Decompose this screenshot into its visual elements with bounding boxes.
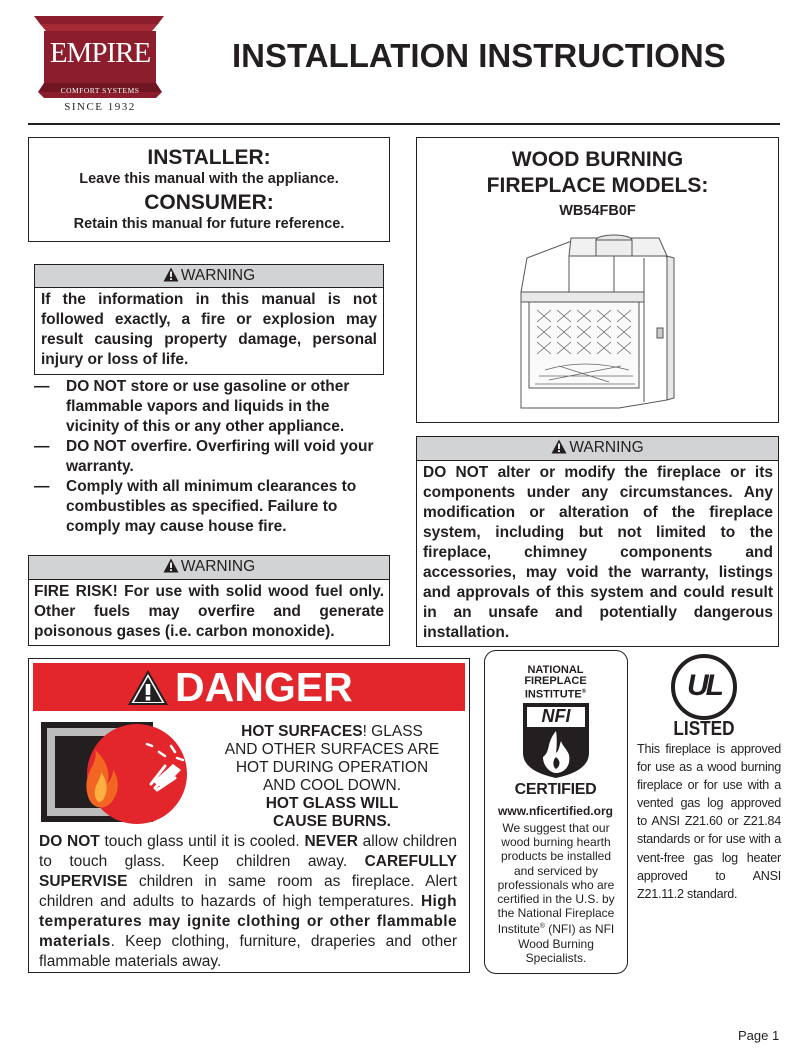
warning-box-1 (34, 287, 384, 375)
installer-consumer-box (28, 137, 390, 242)
danger-triangle-icon (127, 669, 169, 706)
nfi-badge-text: NFI (541, 706, 571, 726)
warning-text-3: DO NOT alter or modify the fireplace or its components under any circumstances. Any modification or alteration of the fireplace system, including but not limited to the fireplace, chimney components and accessories, may void the warranty, listings and approvals of this system and could result in an unsafe and potentially dangerous installation. (423, 464, 773, 641)
fireplace-illustration (509, 230, 689, 412)
warning-header-3 (417, 437, 778, 461)
nfi-certified: CERTIFIED (514, 781, 597, 798)
page-number: Page 1 (738, 1028, 780, 1043)
warning-box-2 (28, 555, 390, 646)
empire-logo (30, 14, 168, 114)
danger-box (28, 658, 470, 973)
consumer-heading: CONSUMER: (144, 191, 274, 214)
list-item: — Comply with all minimum clearances to combustibles as specified. Failure to comply may cause house fire. (34, 478, 357, 535)
warning-list (34, 377, 376, 537)
hot-surface-icon (41, 722, 191, 827)
ul-mark: UL (687, 669, 721, 702)
warning-label-3: WARNING (569, 439, 644, 456)
models-box (416, 137, 779, 423)
danger-body-text: DO NOT touch glass until it is cooled. NEVER allow children to touch glass. Keep children away. CAREFULLY SUPERVISE children in same room as fireplace. Alert children and adults to hazards of high temperatures. High temperatures may ignite clothing or other flammable materials. Keep clothing, furniture, draperies and other flammable materials away. (39, 833, 458, 970)
nfi-box (484, 650, 628, 974)
warning-text-1: If the information in this manual is not followed exactly, a fire or explosion may result causing property damage, personal injury or loss of life. (41, 291, 377, 368)
models-title-1: WOOD BURNING (511, 148, 684, 171)
logo-brand: EMPIRE (49, 37, 151, 69)
warning-header-2 (29, 556, 389, 580)
nfi-description: We suggest that our wood burning hearth products be installed and serviced by professionals who are certified in the U.S. by the National Fireplace Institute® (NFI) as NFI Wood Burning Specialists. (497, 821, 615, 965)
warning-header-1 (34, 264, 384, 288)
hot-surfaces-text: HOT SURFACES! GLASS AND OTHER SURFACES ARE HOT DURING OPERATION AND COOL DOWN. HOT GLASS WILL CAUSE BURNS. (224, 723, 440, 830)
ul-listed: LISTED (673, 718, 735, 740)
warning-triangle-icon (163, 267, 179, 282)
page-title: INSTALLATION INSTRUCTIONS (232, 37, 726, 74)
warning-label-1: WARNING (180, 267, 256, 284)
nfi-heading: NATIONAL FIREPLACE INSTITUTE® (524, 664, 587, 701)
logo-subtitle: COMFORT SYSTEMS (60, 86, 140, 95)
models-title-2: FIREPLACE MODELS: (486, 174, 709, 197)
warning-triangle-icon (163, 558, 179, 573)
installer-heading: INSTALLER: (147, 146, 271, 169)
warning-text-2: FIRE RISK! For use with solid wood fuel only. Other fuels may overfire and generate poisonous gases (i.e. carbon monoxide). (34, 583, 384, 640)
installer-line: Leave this manual with the appliance. (79, 171, 339, 187)
nfi-url[interactable]: www.nficertified.org (498, 804, 613, 818)
warning-triangle-icon (551, 439, 567, 454)
model-number: WB54FB0F (559, 203, 636, 219)
list-item: — DO NOT store or use gasoline or other flammable vapors and liquids in the vicinity of this or any other appliance. (34, 378, 350, 435)
warning-box-3 (416, 436, 779, 647)
danger-label: DANGER (175, 664, 353, 710)
list-item: — DO NOT overfire. Overfiring will void your warranty. (34, 438, 374, 475)
ul-description: This fireplace is approved for use as a wood burning fireplace or for use with a vented gas log approved to ANSI Z21.60 or Z21.84 standards or for use with a vent-free gas log heater approved to ANSI Z21.11.2 standard. (637, 742, 781, 901)
danger-banner (33, 663, 465, 711)
consumer-line: Retain this manual for future reference. (73, 216, 345, 232)
warning-label-2: WARNING (180, 558, 256, 575)
logo-since: SINCE 1932 (64, 101, 136, 113)
header-rule (28, 123, 780, 125)
